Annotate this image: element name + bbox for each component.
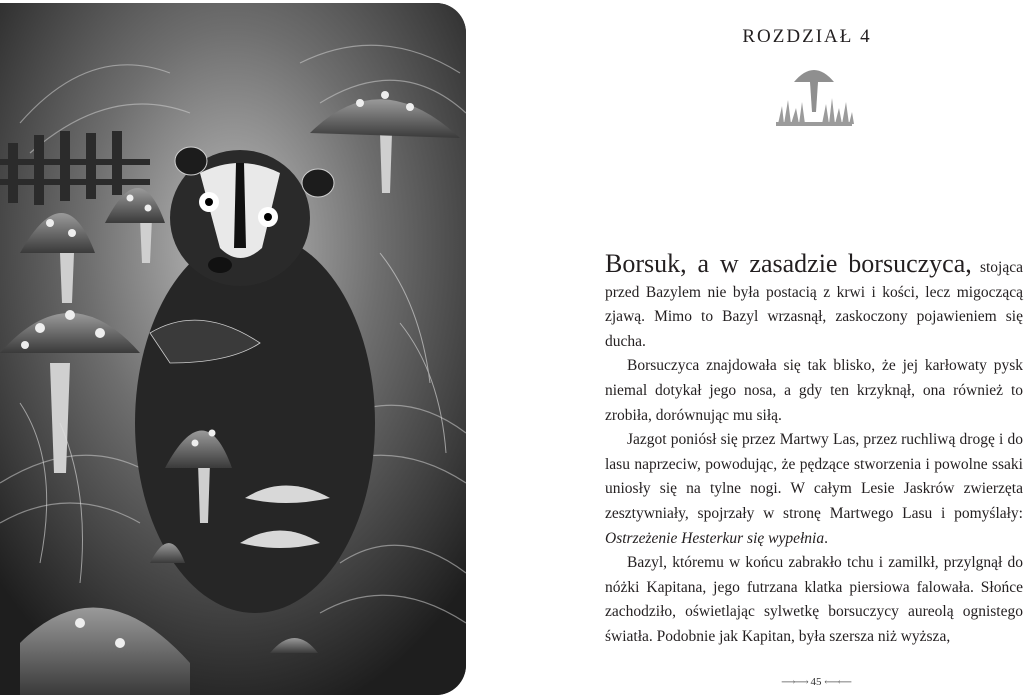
paragraph-3	[605, 428, 1023, 551]
mushroom-grass-icon	[772, 62, 856, 128]
paragraph-3-before: Jazgot poniósł się przez Martwy Las, przez ruchliwą drogę i do lasu naprzeciw, powodując, że pędzące stworzenia i powolne ssaki uniosły się na tylne nogi. W całym Lesie Jaskrów zwierzęta zesztywniały, spojrzały w stronę Martwego Lasu i pomyślały:	[605, 431, 1023, 522]
paragraph-1-rest: stojąca przed Bazylem nie była postacią z krwi i kości, lecz migoczącą zjawą. Mimo to Bazyl wrzasnął, zaskoczony pojawieniem się ducha.	[605, 259, 1023, 350]
chapter-body-text	[605, 249, 1023, 650]
paragraph-1	[605, 249, 1023, 354]
folio-right-ornament: ⟵⟵	[824, 677, 851, 688]
paragraph-4: Bazyl, któremu w końcu zabrakło tchu i zamilkł, przylgnął do nóżki Kapitana, jego futrzana klatka piersiowa falowała. Słońce zachodziło, oświetlając sylwetkę borsuczycy aureolą ognistego światła. Podobnie jak Kapitan, była szersza niż wyższa,	[605, 554, 1023, 645]
paragraph-3-italic: Ostrzeżenie Hesterkur się wypełnia	[605, 529, 825, 547]
page-folio	[776, 676, 856, 688]
paragraph-2: Borsuczyca znajdowała się tak blisko, że jej karłowaty pysk niemal dotykał jego nosa, a gdy ten krzyknął, ona również to zrobiła, dorównując mu siłą.	[605, 357, 1023, 424]
paragraph-3-after: .	[824, 529, 828, 547]
lead-in: Borsuk, a w zasadzie borsuczyca,	[605, 249, 972, 278]
chapter-illustration	[0, 3, 466, 695]
chapter-heading: ROZDZIAŁ 4	[742, 26, 872, 47]
folio-left-ornament: ⟶⟶	[781, 677, 808, 688]
badger-ghost-illustration	[0, 3, 466, 695]
page-number: 45	[810, 676, 822, 688]
